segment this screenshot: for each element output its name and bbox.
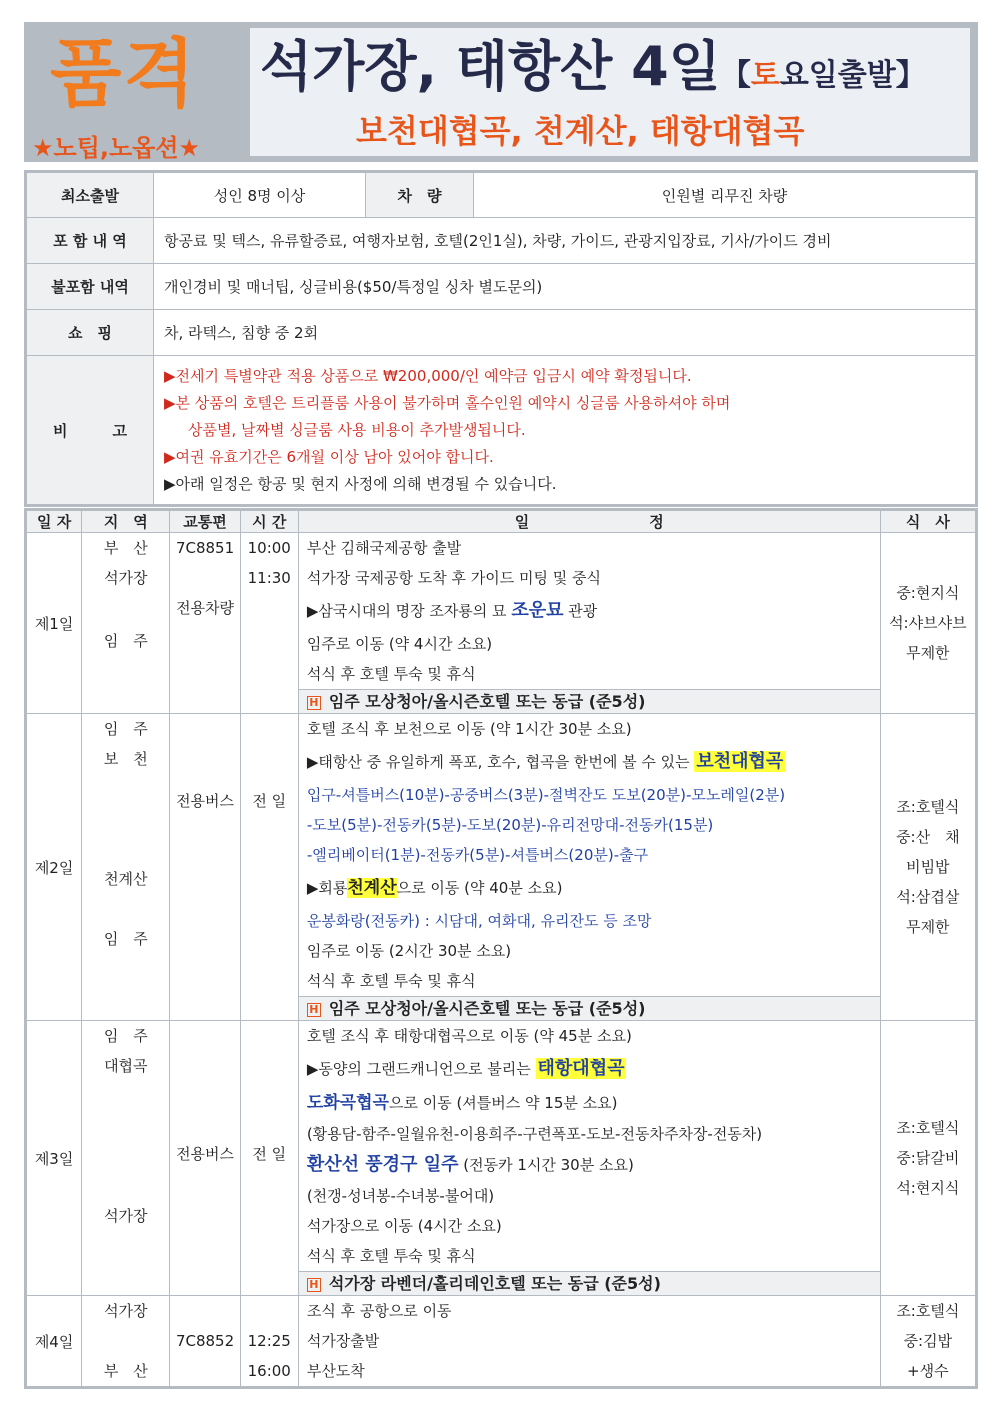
highlight-attraction: 천계산 <box>347 878 397 898</box>
shopping-value: 차, 라텍스, 침향 중 2회 <box>154 310 977 356</box>
itinerary-line: 임주로 이동 (약 4시간 소요) <box>306 635 493 653</box>
region-name: 임 주 <box>103 632 148 650</box>
meal-cell <box>880 1021 976 1296</box>
meal-item: 석:샤브샤브 <box>889 614 967 632</box>
meal-item: 무제한 <box>906 918 950 936</box>
highlight-attraction: 도화곡협곡 <box>306 1093 389 1113</box>
itinerary-line: 도화곡협곡으로 이동 (셔틀버스 약 15분 소요) <box>306 1093 618 1113</box>
include-value: 항공료 및 텍스, 유류할증료, 여행자보험, 호텔(2인1실), 차량, 가이드, 관광지입장료, 기사/가이드 경비 <box>154 218 977 264</box>
time-value: 12:25 <box>247 1332 291 1350</box>
meal-item: 석:삼겹살 <box>896 888 960 906</box>
meal-item: 조:호텔식 <box>896 798 960 816</box>
title-main: 석가장, 태항산 4일 <box>260 35 721 98</box>
meal-item: 중:현지식 <box>896 584 960 602</box>
note-line: ▶전세기 특별약관 적용 상품으로 ₩200,000/인 예약금 입금시 예약 확정됩니다. <box>164 366 692 385</box>
day-label: 제2일 <box>26 714 82 1021</box>
itinerary-line: 석가장 국제공항 도착 후 가이드 미팅 및 중식 <box>306 569 602 587</box>
itinerary-cell <box>298 1021 880 1296</box>
note-line: 상품별, 날짜별 싱글룸 사용 비용이 추가발생됩니다. <box>188 420 526 439</box>
meal-cell <box>880 1296 976 1388</box>
transport-cell <box>170 714 240 1021</box>
highlight-attraction: 조운묘 <box>511 600 564 621</box>
col-header-region: 지 역 <box>82 510 170 533</box>
meal-cell <box>880 714 976 1021</box>
itinerary-cell <box>298 533 880 714</box>
itinerary-line: 석식 후 호텔 투숙 및 휴식 <box>306 665 476 683</box>
time-cell <box>240 533 298 714</box>
itinerary-line: 부산 김해국제공항 출발 <box>306 539 462 557</box>
time-cell <box>240 1021 298 1296</box>
itinerary-line: 석식 후 호텔 투숙 및 휴식 <box>306 972 476 990</box>
highlight-attraction: 태항대협곡 <box>537 1058 625 1079</box>
info-row-min <box>26 172 977 218</box>
day-label: 제3일 <box>26 1021 82 1296</box>
meal-cell <box>880 533 976 714</box>
itinerary-line: ▶회룡천계산으로 이동 (약 40분 소요) <box>306 878 563 898</box>
region-name: 석가장 <box>104 569 148 587</box>
transport-mode: 전용버스 <box>176 1145 235 1163</box>
region-name: 부 산 <box>103 539 148 557</box>
title-box <box>250 28 970 156</box>
hotel-icon: H <box>307 696 321 710</box>
header-banner <box>24 22 978 162</box>
itinerary-line: ▶삼국시대의 명장 조자룡의 묘 조운묘 관광 <box>306 600 598 621</box>
highlight-attraction: 환산선 풍경구 일주 <box>306 1154 459 1175</box>
meal-item: +생수 <box>907 1362 949 1380</box>
note-line: ▶여권 유효기간은 6개월 이상 남아 있어야 합니다. <box>164 447 494 466</box>
hotel-icon: H <box>307 1003 321 1017</box>
meal-item: 무제한 <box>906 644 950 662</box>
itinerary-line: 호텔 조식 후 보천으로 이동 (약 1시간 30분 소요) <box>306 720 632 738</box>
itinerary-line: ▶태항산 중 유일하게 폭포, 호수, 협곡을 한번에 볼 수 있는 보천대협곡 <box>306 751 784 772</box>
region-cell <box>82 1021 170 1296</box>
region-name: 천계산 <box>104 870 148 888</box>
schedule-table <box>24 508 978 1389</box>
itinerary-line: 호텔 조식 후 태항대협곡으로 이동 (약 45분 소요) <box>306 1027 632 1045</box>
note-line: ▶본 상품의 호텔은 트리플룸 사용이 불가하며 홀수인원 예약시 싱글룸 사용하셔야 하며 <box>164 393 731 412</box>
itinerary-cell <box>298 1296 880 1388</box>
hotel-line: H 임주 모상청아/올시즌호텔 또는 동급 (준5성) <box>299 996 880 1020</box>
vehicle-value: 인원별 리무진 차량 <box>474 172 977 218</box>
region-name: 임 주 <box>103 930 148 948</box>
schedule-row-day1 <box>26 533 977 714</box>
region-cell <box>82 533 170 714</box>
min-label: 최소출발 <box>26 172 154 218</box>
info-row-notes <box>26 356 977 506</box>
itinerary-line: 석식 후 호텔 투숙 및 휴식 <box>306 1247 476 1265</box>
col-header-day: 일 자 <box>26 510 82 533</box>
notes-label: 비 고 <box>26 356 154 506</box>
col-header-meals: 식 사 <box>880 510 976 533</box>
col-header-transport: 교통편 <box>170 510 240 533</box>
itinerary-line: 임주로 이동 (2시간 30분 소요) <box>306 942 512 960</box>
meal-item: 조:호텔식 <box>896 1119 960 1137</box>
region-name: 임 주 <box>103 1027 148 1045</box>
notes-value <box>154 356 977 506</box>
brand-tagline: ★노팁,노옵션★ <box>32 134 201 162</box>
exclude-value: 개인경비 및 매너팁, 싱글비용($50/특정일 싱차 별도문의) <box>154 264 977 310</box>
departure-day: 【토요일출발】 <box>720 58 926 93</box>
itinerary-line: 입구-셔틀버스(10분)-공중버스(3분)-절벽잔도 도보(20분)-모노레일(2분) <box>306 786 786 804</box>
info-table <box>24 170 978 507</box>
page-title <box>260 32 926 111</box>
region-name: 보 천 <box>103 750 148 768</box>
day-label: 제4일 <box>26 1296 82 1388</box>
info-row-exclude <box>26 264 977 310</box>
info-row-include <box>26 218 977 264</box>
region-name: 석가장 <box>104 1207 148 1225</box>
transport-mode: 전용차량 <box>176 599 235 617</box>
itinerary-line: 석가장으로 이동 (4시간 소요) <box>306 1217 502 1235</box>
vehicle-label: 차 량 <box>366 172 474 218</box>
region-name: 석가장 <box>104 1302 148 1320</box>
itinerary-line: (천갱-성녀봉-수녀봉-불어대) <box>306 1187 495 1205</box>
transport-cell <box>170 533 240 714</box>
exclude-label: 불포함 내역 <box>26 264 154 310</box>
time-value: 전 일 <box>252 1145 287 1163</box>
brand-box <box>30 28 250 162</box>
meal-item: 비빔밥 <box>906 858 950 876</box>
transport-cell <box>170 1021 240 1296</box>
itinerary-line: ▶동양의 그랜드캐니언으로 불리는 태항대협곡 <box>306 1058 625 1079</box>
meal-item: 중:김밥 <box>903 1332 953 1350</box>
time-value: 16:00 <box>247 1362 291 1380</box>
brand-logo: 품격 <box>50 31 197 117</box>
region-name: 부 산 <box>103 1362 148 1380</box>
itinerary-line: 부산도착 <box>306 1362 365 1380</box>
day-label: 제1일 <box>26 533 82 714</box>
schedule-row-day2 <box>26 714 977 1021</box>
schedule-row-day4 <box>26 1296 977 1388</box>
page-subtitle: 보천대협곡, 천계산, 태항대협곡 <box>356 112 805 150</box>
time-value: 전 일 <box>252 792 287 810</box>
itinerary-line: (황용담-함주-일월유천-이용희주-구련폭포-도보-전동차주차장-전동차) <box>306 1125 763 1143</box>
itinerary-line: 석가장출발 <box>306 1332 380 1350</box>
time-value: 10:00 <box>247 539 291 557</box>
meal-item: 조:호텔식 <box>896 1302 960 1320</box>
col-header-itinerary: 일 정 <box>298 510 880 533</box>
highlight-attraction: 보천대협곡 <box>696 751 784 772</box>
region-cell <box>82 714 170 1021</box>
meal-item: 중:산 채 <box>896 828 960 846</box>
itinerary-line: 운봉화랑(전동카) : 시담대, 여화대, 유리잔도 등 조망 <box>306 912 652 930</box>
include-label: 포 함 내 역 <box>26 218 154 264</box>
region-cell <box>82 1296 170 1388</box>
transport-cell <box>170 1296 240 1388</box>
transport-mode: 전용버스 <box>176 792 235 810</box>
hotel-line: H 석가장 라벤더/홀리데인호텔 또는 동급 (준5성) <box>299 1271 880 1295</box>
region-name: 임 주 <box>103 720 148 738</box>
schedule-row-day3 <box>26 1021 977 1296</box>
schedule-header-row <box>26 510 977 533</box>
itinerary-line: -엘리베이터(1분)-전동카(5분)-셔틀버스(20분)-출구 <box>306 846 649 864</box>
region-name: 대협곡 <box>104 1057 148 1075</box>
min-value: 성인 8명 이상 <box>154 172 366 218</box>
info-row-shopping <box>26 310 977 356</box>
time-cell <box>240 1296 298 1388</box>
shopping-label: 쇼 핑 <box>26 310 154 356</box>
meal-item: 석:현지식 <box>896 1179 960 1197</box>
time-cell <box>240 714 298 1021</box>
meal-item: 중:닭갈비 <box>896 1149 960 1167</box>
itinerary-cell <box>298 714 880 1021</box>
hotel-line: H 임주 모상청아/올시즌호텔 또는 동급 (준5성) <box>299 689 880 713</box>
itinerary-line: 환산선 풍경구 일주 (전동카 1시간 30분 소요) <box>306 1154 634 1175</box>
note-line: ▶아래 일정은 항공 및 현지 사정에 의해 변경될 수 있습니다. <box>164 474 557 493</box>
flight-number: 7C8851 <box>175 539 235 557</box>
hotel-icon: H <box>307 1278 321 1292</box>
itinerary-line: -도보(5분)-전동카(5분)-도보(20분)-유리전망대-전동카(15분) <box>306 816 714 834</box>
flight-number: 7C8852 <box>175 1332 235 1350</box>
time-value: 11:30 <box>247 569 291 587</box>
col-header-time: 시 간 <box>240 510 298 533</box>
itinerary-line: 조식 후 공항으로 이동 <box>306 1302 452 1320</box>
